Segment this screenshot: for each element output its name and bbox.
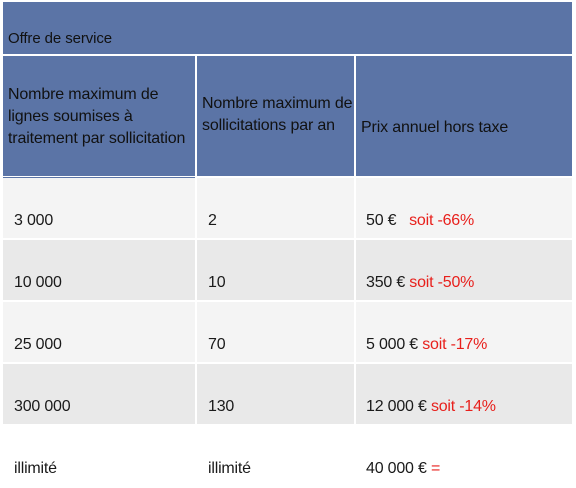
- table-row: 3 000 2 50 € soit -66%: [3, 178, 572, 238]
- column-header-max-lines-label: Nombre maximum de lignes soumises à traitement par sollicitation: [8, 86, 186, 147]
- column-divider: [195, 56, 197, 486]
- discount-value: soit -14%: [430, 398, 496, 415]
- discount-value: soit -17%: [422, 336, 488, 353]
- column-divider: [354, 56, 356, 486]
- discount-value: =: [430, 460, 441, 477]
- table-row: illimité illimité 40 000 € =: [3, 426, 572, 486]
- pricing-table: [3, 2, 572, 486]
- table-row: 10 000 10 350 € soit -50%: [3, 240, 572, 300]
- discount-value: soit -50%: [409, 274, 475, 291]
- column-header-max-requests: [197, 56, 354, 176]
- table-row: 300 000 130 12 000 € soit -14%: [3, 364, 572, 424]
- price-value: 50 €: [366, 212, 397, 229]
- table-title-row: [3, 2, 572, 54]
- column-header-max-requests-label: Nombre maximum de sollicitations par an: [202, 95, 353, 134]
- column-header-annual-price-label: Prix annuel hors taxe: [361, 119, 509, 136]
- discount-value: soit -66%: [409, 212, 474, 229]
- price-value: 5 000 €: [366, 336, 418, 353]
- row-divider: [3, 238, 572, 240]
- column-header-max-lines: [3, 56, 195, 176]
- price-value: 12 000 €: [366, 398, 427, 415]
- column-header-annual-price: [356, 56, 572, 176]
- price-value: 350 €: [366, 274, 406, 291]
- row-divider: [3, 424, 572, 426]
- row-divider: [3, 300, 572, 302]
- price-value: 40 000 €: [366, 460, 427, 477]
- table-header-row: [3, 56, 572, 176]
- row-divider: [3, 362, 572, 364]
- table-row: 25 000 70 5 000 € soit -17%: [3, 302, 572, 362]
- table-title: Offre de service: [8, 30, 113, 47]
